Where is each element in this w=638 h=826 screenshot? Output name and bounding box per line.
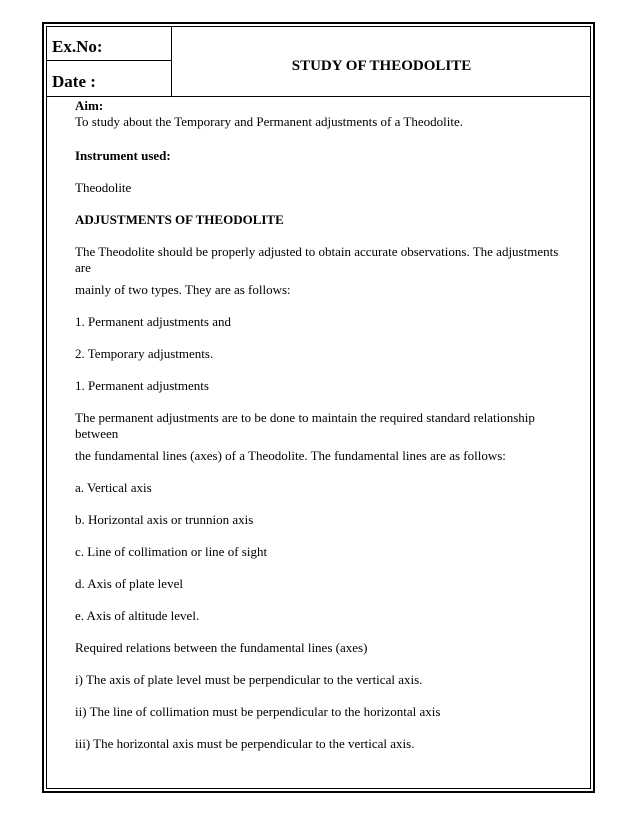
ex-no-label: Ex.No:: [52, 37, 103, 56]
header-divider-middle: [46, 60, 172, 61]
relations-heading: Required relations between the fundamental lines (axes): [75, 640, 368, 655]
relation-item: ii) The line of collimation must be perpendicular to the horizontal axis: [75, 704, 441, 719]
aim-text: To study about the Temporary and Permanent adjustments of a Theodolite.: [75, 114, 463, 129]
instrument-label: Instrument used:: [75, 148, 171, 163]
permanent-paragraph-line1: The permanent adjustments are to be done to maintain the required standard relationship between: [75, 410, 535, 441]
intro-paragraph-line1: The Theodolite should be properly adjusted to obtain accurate observations. The adjustments are: [75, 244, 559, 275]
aim-label: Aim:: [75, 98, 104, 113]
instrument-text: Theodolite: [75, 180, 132, 195]
page-title: STUDY OF THEODOLITE: [291, 58, 472, 74]
document-body: [75, 98, 575, 752]
axis-item: c. Line of collimation or line of sight: [75, 544, 268, 559]
header-divider-bottom: [46, 96, 591, 97]
intro-paragraph-line2: mainly of two types. They are as follows:: [75, 282, 291, 297]
axis-item: e. Axis of altitude level.: [75, 608, 200, 623]
axis-item: d. Axis of plate level: [75, 576, 183, 591]
axis-item: b. Horizontal axis or trunnion axis: [75, 512, 254, 527]
axis-item: a. Vertical axis: [75, 480, 152, 495]
permanent-paragraph-line2: the fundamental lines (axes) of a Theodolite. The fundamental lines are as follows:: [75, 448, 506, 463]
permanent-heading: 1. Permanent adjustments: [75, 378, 209, 393]
relation-item: i) The axis of plate level must be perpendicular to the vertical axis.: [75, 672, 423, 687]
adjustment-type-2: 2. Temporary adjustments.: [75, 346, 214, 361]
relation-item: iii) The horizontal axis must be perpendicular to the vertical axis.: [75, 736, 415, 751]
date-label: Date :: [52, 72, 96, 91]
adjustment-type-1: 1. Permanent adjustments and: [75, 314, 231, 329]
adjustments-heading: ADJUSTMENTS OF THEODOLITE: [75, 212, 284, 227]
